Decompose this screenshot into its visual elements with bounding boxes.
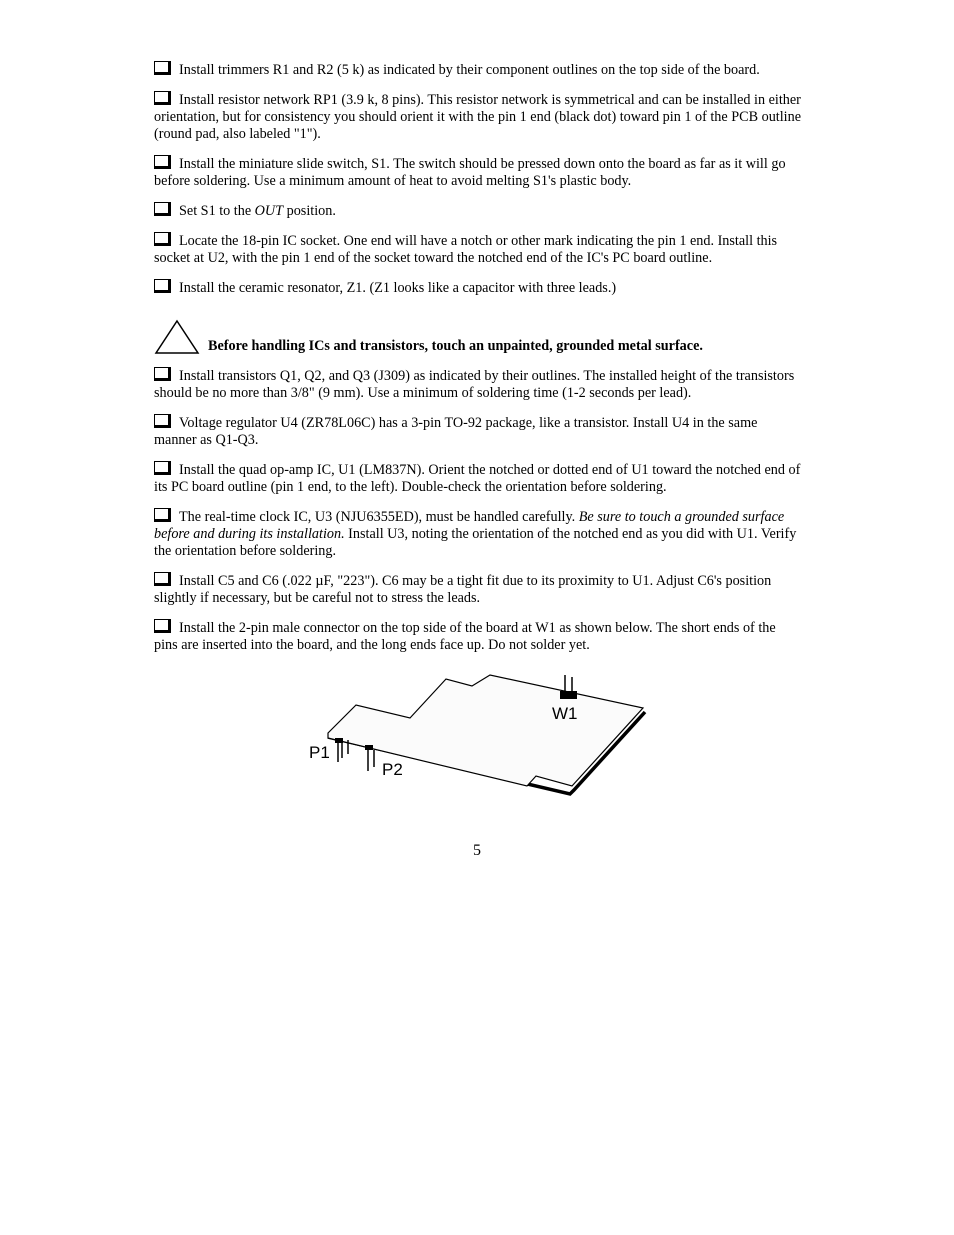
step-item <box>154 572 802 607</box>
pc-board <box>328 675 643 786</box>
step-text: The real-time clock IC, U3 (NJU6355ED), must be handled carefully. <box>179 509 579 525</box>
step-checkbox[interactable] <box>154 279 171 293</box>
instructions <box>154 61 802 666</box>
p2-pins <box>365 745 374 771</box>
step-text: Voltage regulator U4 (ZR78L06C) has a 3-pin TO-92 package, like a transistor. Install U4 in the same manner as Q1-Q3. <box>154 415 758 448</box>
step-item <box>154 155 802 190</box>
step-checkbox[interactable] <box>154 91 171 105</box>
step-item <box>154 619 802 654</box>
esd-warning <box>154 319 802 355</box>
step-emphasis: Be sure to touch a grounded surface before and during its installation. <box>154 509 785 542</box>
step-text: Locate the 18-pin IC socket. One end will have a notch or other mark indicating the pin 1 end. Install this socket at U2, with the pin 1 end of the socket toward the notched end of the IC's PC board outline. <box>154 233 778 266</box>
step-checkbox[interactable] <box>154 202 171 216</box>
step-item <box>154 414 802 449</box>
step-text: Set S1 to the <box>179 203 255 219</box>
step-text: Install C5 and C6 (.022 µF, "223"). C6 may be a tight fit due to its proximity to U1. Adjust C6's position slightly if necessary, but be careful not to stress the leads. <box>154 573 772 606</box>
warning-text: Before handling ICs and transistors, touch an unpainted, grounded metal surface. <box>208 338 703 354</box>
step-checkbox[interactable] <box>154 572 171 586</box>
step-checkbox[interactable] <box>154 232 171 246</box>
p1-label: P1 <box>309 743 330 762</box>
step-list-b <box>154 367 802 654</box>
step-checkbox[interactable] <box>154 414 171 428</box>
step-item <box>154 91 802 143</box>
step-checkbox[interactable] <box>154 461 171 475</box>
page-number: 5 <box>473 842 481 859</box>
step-emphasis: OUT <box>254 203 284 219</box>
step-item <box>154 508 802 560</box>
step-text: Install transistors Q1, Q2, and Q3 (J309) as indicated by their outlines. The installed height of the transistors should be no more than 3/8" (9 mm). Use a minimum of soldering time (1-2 seconds per lead). <box>154 368 795 401</box>
step-list-a <box>154 61 802 297</box>
w1-label: W1 <box>552 704 578 723</box>
step-item <box>154 367 802 402</box>
step-checkbox[interactable] <box>154 367 171 381</box>
step-item <box>154 232 802 267</box>
step-item <box>154 461 802 496</box>
step-checkbox[interactable] <box>154 619 171 633</box>
step-item <box>154 279 802 297</box>
warning-triangle-icon <box>154 319 200 355</box>
step-text: Install the miniature slide switch, S1. The switch should be pressed down onto the board as far as it will go before soldering. Use a minimum amount of heat to avoid melting S1's plastic body. <box>154 156 786 189</box>
step-item <box>154 61 802 79</box>
step-checkbox[interactable] <box>154 155 171 169</box>
step-text: Install U3, noting the orientation of the notched end as you did with U1. Verify the orientation before soldering. <box>154 526 797 559</box>
step-text: Install the quad op-amp IC, U1 (LM837N). Orient the notched or dotted end of U1 toward the notched end of its PC board outline (pin 1 end, to the left). Double-check the orientation before soldering. <box>154 462 801 495</box>
step-text: Install trimmers R1 and R2 (5 k) as indicated by their component outlines on the top side of the board. <box>179 62 760 78</box>
w1-connector <box>560 675 577 699</box>
step-checkbox[interactable] <box>154 508 171 522</box>
step-text: position. <box>283 203 336 219</box>
step-text: Install the ceramic resonator, Z1. (Z1 looks like a capacitor with three leads.) <box>179 280 617 296</box>
step-item <box>154 202 802 220</box>
step-text: Install the 2-pin male connector on the top side of the board at W1 as shown below. The short ends of the pins are inserted into the board, and the long ends face up. Do not solder yet. <box>154 620 776 653</box>
connector-diagram <box>300 668 660 798</box>
step-text: Install resistor network RP1 (3.9 k, 8 pins). This resistor network is symmetrical and can be installed in either orientation, but for consistency you should orient it with the pin 1 end (black dot) toward pin 1 of the PCB outline (round pad, also labeled "1"). <box>154 92 802 142</box>
p2-label: P2 <box>382 760 403 779</box>
step-checkbox[interactable] <box>154 61 171 75</box>
